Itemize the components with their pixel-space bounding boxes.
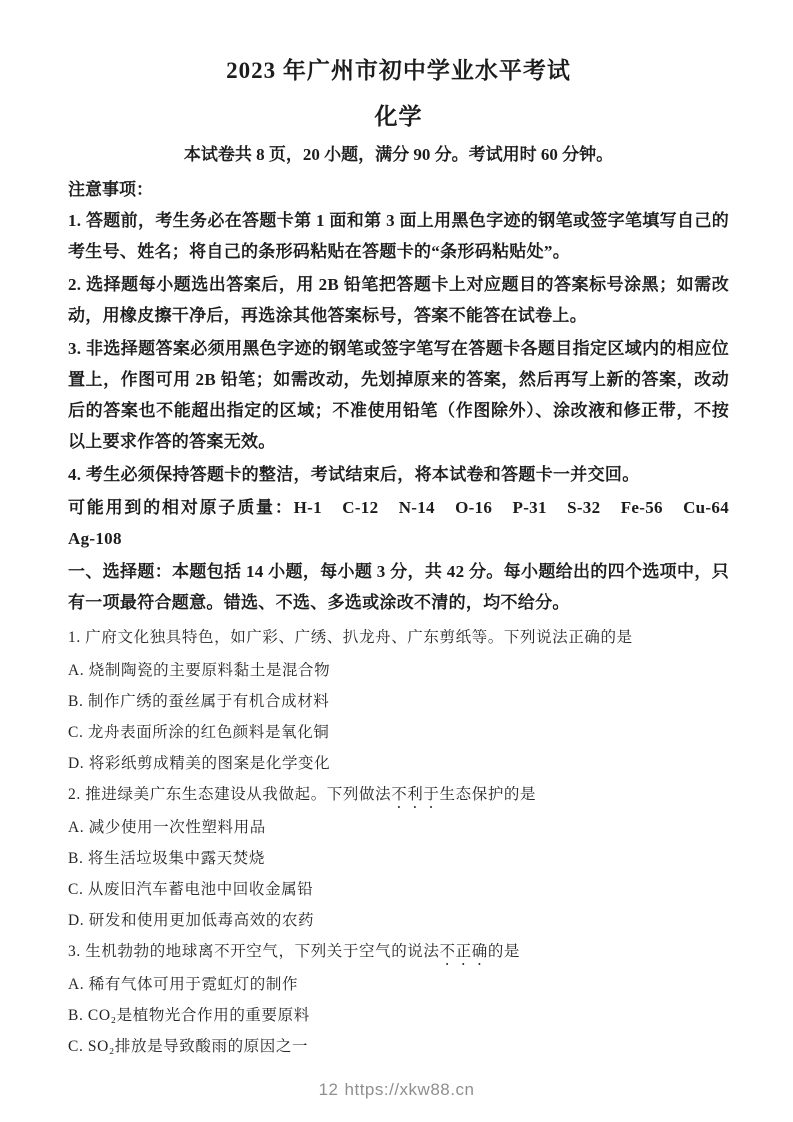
question-2-stem-emphasis: 不利于 — [391, 786, 440, 803]
question-2-option-c: C. 从废旧汽车蓄电池中回收金属铅 — [68, 881, 314, 898]
question-2-option-d: D. 研发和使用更加低毒高效的农药 — [68, 912, 315, 929]
notice-item-1: 1. 答题前，考生务必在答题卡第 1 面和第 3 面上用黑色字迹的钢笔或签字笔填写自己的考生号、姓名；将自己的条形码粘贴在答题卡的“条形码粘贴处”。 — [68, 211, 729, 261]
section-header-choice: 一、选择题：本题包括 14 小题，每小题 3 分，共 42 分。每小题给出的四个选项中，只有一项最符合题意。错选、不选、多选或涂改不清的，均不给分。 — [68, 562, 729, 612]
page-footer — [0, 1080, 793, 1100]
question-3-stem — [68, 936, 729, 969]
subject-title: 化学 — [374, 104, 423, 129]
footer-page-number: 12 — [318, 1080, 339, 1099]
page-title: 2023 年广州市初中学业水平考试 — [226, 58, 571, 83]
question-3-stem-text: 3. 生机勃勃的地球离不开空气，下列关于空气的说法 — [68, 943, 440, 960]
question-3-option-c: C. SO₂排放是导致酸雨的原因之一 — [68, 1038, 309, 1055]
question-1-option-b: B. 制作广绣的蚕丝属于有机合成材料 — [68, 693, 330, 710]
notice-header: 注意事项： — [68, 180, 153, 199]
question-2-stem-text: 2. 推进绿美广东生态建设从我做起。下列做法 — [68, 786, 392, 803]
question-1-option-d: D. 将彩纸剪成精美的图案是化学变化 — [68, 755, 331, 772]
question-2-option-b: B. 将生活垃圾集中露天焚烧 — [68, 850, 265, 867]
question-1-option-a: A. 烧制陶瓷的主要原料黏土是混合物 — [68, 662, 331, 679]
question-2-option-a: A. 减少使用一次性塑料用品 — [68, 819, 266, 836]
question-1-option-c: C. 龙舟表面所涂的红色颜料是氧化铜 — [68, 724, 330, 741]
question-1 — [68, 622, 729, 779]
question-3 — [68, 936, 729, 1062]
question-1-stem — [68, 622, 729, 655]
notice-item-3: 3. 非选择题答案必须用黑色字迹的钢笔或签字笔写在答题卡各题目指定区域内的相应位置上，作图可用 2B 铅笔；如需改动，先划掉原来的答案，然后再写上新的答案，改动后的答案也不能超出指定的区域；不准使用铅笔（作图除外）、涂改液和修正带，不按以上要求作答的答案无效。 — [68, 339, 729, 451]
atomic-mass-line: 可能用到的相对原子质量：H-1 C-12 N-14 O-16 P-31 S-32 Fe-56 Cu-64 Ag-108 — [68, 498, 747, 548]
question-2-stem-text-after: 生态保护的是 — [439, 786, 537, 803]
question-3-option-b: B. CO₂是植物光合作用的重要原料 — [68, 1007, 310, 1024]
question-2-stem — [68, 779, 729, 812]
question-1-stem-text: 1. 广府文化独具特色，如广彩、广绣、扒龙舟、广东剪纸等。下列说法正确的是 — [68, 629, 633, 646]
notice-item-4: 4. 考生必须保持答题卡的整洁，考试结束后，将本试卷和答题卡一并交回。 — [68, 465, 640, 484]
question-2 — [68, 779, 729, 936]
exam-info-line: 本试卷共 8 页，20 小题，满分 90 分。考试用时 60 分钟。 — [183, 145, 614, 164]
notice-item-2: 2. 选择题每小题选出答案后，用 2B 铅笔把答题卡上对应题目的答案标号涂黑；如需改动，用橡皮擦干净后，再选涂其他答案标号，答案不能答在试卷上。 — [68, 275, 729, 325]
footer-watermark-url: https://xkw88.cn — [344, 1080, 475, 1099]
question-3-stem-emphasis: 不正确 — [439, 943, 488, 960]
question-3-stem-text-after: 的是 — [487, 943, 521, 960]
question-3-option-a: A. 稀有气体可用于霓虹灯的制作 — [68, 976, 299, 993]
